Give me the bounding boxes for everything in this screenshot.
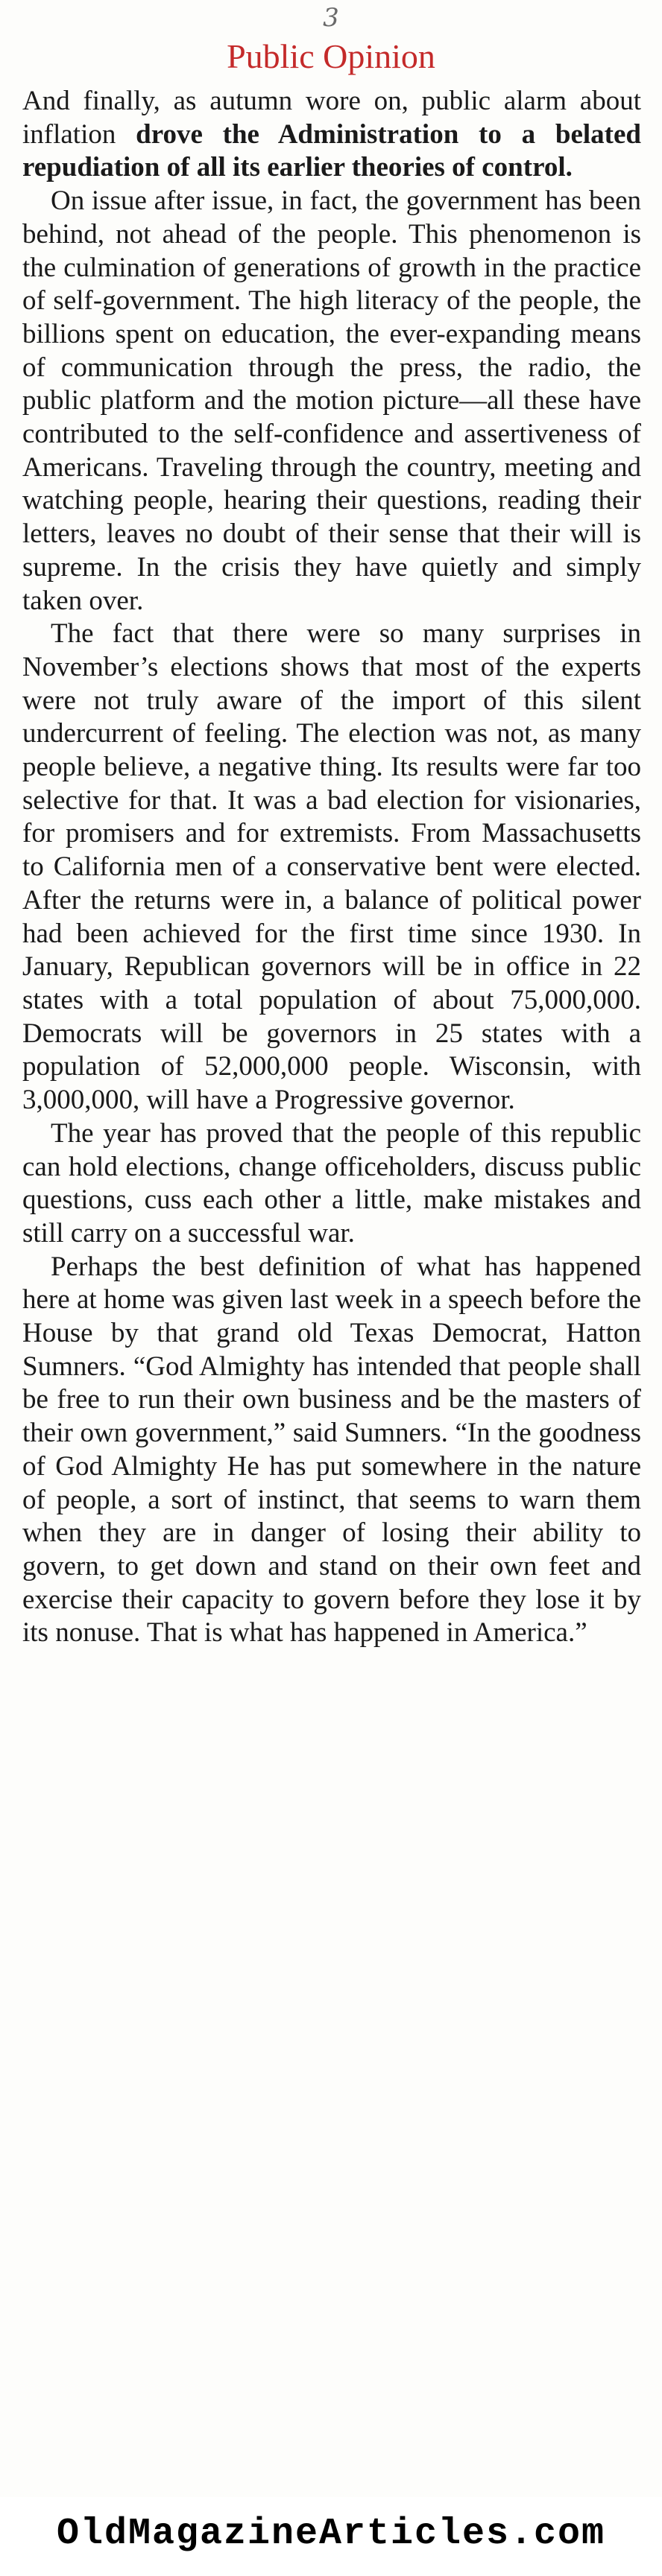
article-paragraph-3: The fact that there were so many surprises in November’s elections shows that most of the experts were not truly aware of the import of this silent undercurrent of feeling. The election was not, as many people believe, a negative thing. Its results were far too selective for that. It was a bad election for visionaries, for promisers and for extremists. From Massachusetts to California men of a conservative bent were elected. After the returns were in, a balance of political power had been achieved for the first time since 1930. In January, Republican governors will be in office in 22 states with a total population of about 75,000,000. Democrats will be governors in 25 states with a population of 52,000,000 people. Wisconsin, with 3,000,000, will have a Progressive governor. (22, 618, 641, 1116)
article-paragraph-5: Perhaps the best definition of what has happened here at home was given last week in a speech before the House by that grand old Texas Democrat, Hatton Sumners. “God Almighty has intended that people shall be free to run their own business and be the masters of their own government,” said Sumners. “In the goodness of God Almighty He has put somewhere in the nature of people, a sort of instinct, that seems to warn them when they are in danger of losing their ability to govern, to get down and stand on their own feet and exercise their capacity to govern before they lose it by its nonuse. That is what has happened in America.” (22, 1251, 641, 1649)
article-paragraph-1: And finally, as autumn wore on, public alarm about inflation drove the Administration to a belated repudiation of all its earlier theories of control. (22, 86, 641, 183)
site-watermark: OldMagazineArticles.com (56, 2513, 606, 2555)
article-paragraph-4: The year has proved that the people of this republic can hold elections, change officeholders, discuss public questions, cuss each other a little, make mistakes and still carry on a successful war. (22, 1117, 641, 1249)
footer-banner (0, 2497, 662, 2576)
section-title: Public Opinion (227, 37, 435, 75)
article-paragraph-2: On issue after issue, in fact, the government has been behind, not ahead of the people. This phenomenon is the culmination of generations of growth in the practice of self-government. The high literacy of the people, the billions spent on education, the ever-expanding means of communication through the press, the radio, the public platform and the motion picture—all these have contributed to the self-confidence and assertiveness of Americans. Traveling through the country, meeting and watching people, hearing their questions, reading their letters, leaves no doubt of their sense that their will is supreme. In the crisis they have quietly and simply taken over. (22, 185, 641, 616)
emphasized-run: drove the Administration to a belated repudiation of all its earlier theories of control. (22, 118, 641, 183)
page-number: 3 (323, 3, 339, 33)
article-body (22, 85, 641, 1650)
